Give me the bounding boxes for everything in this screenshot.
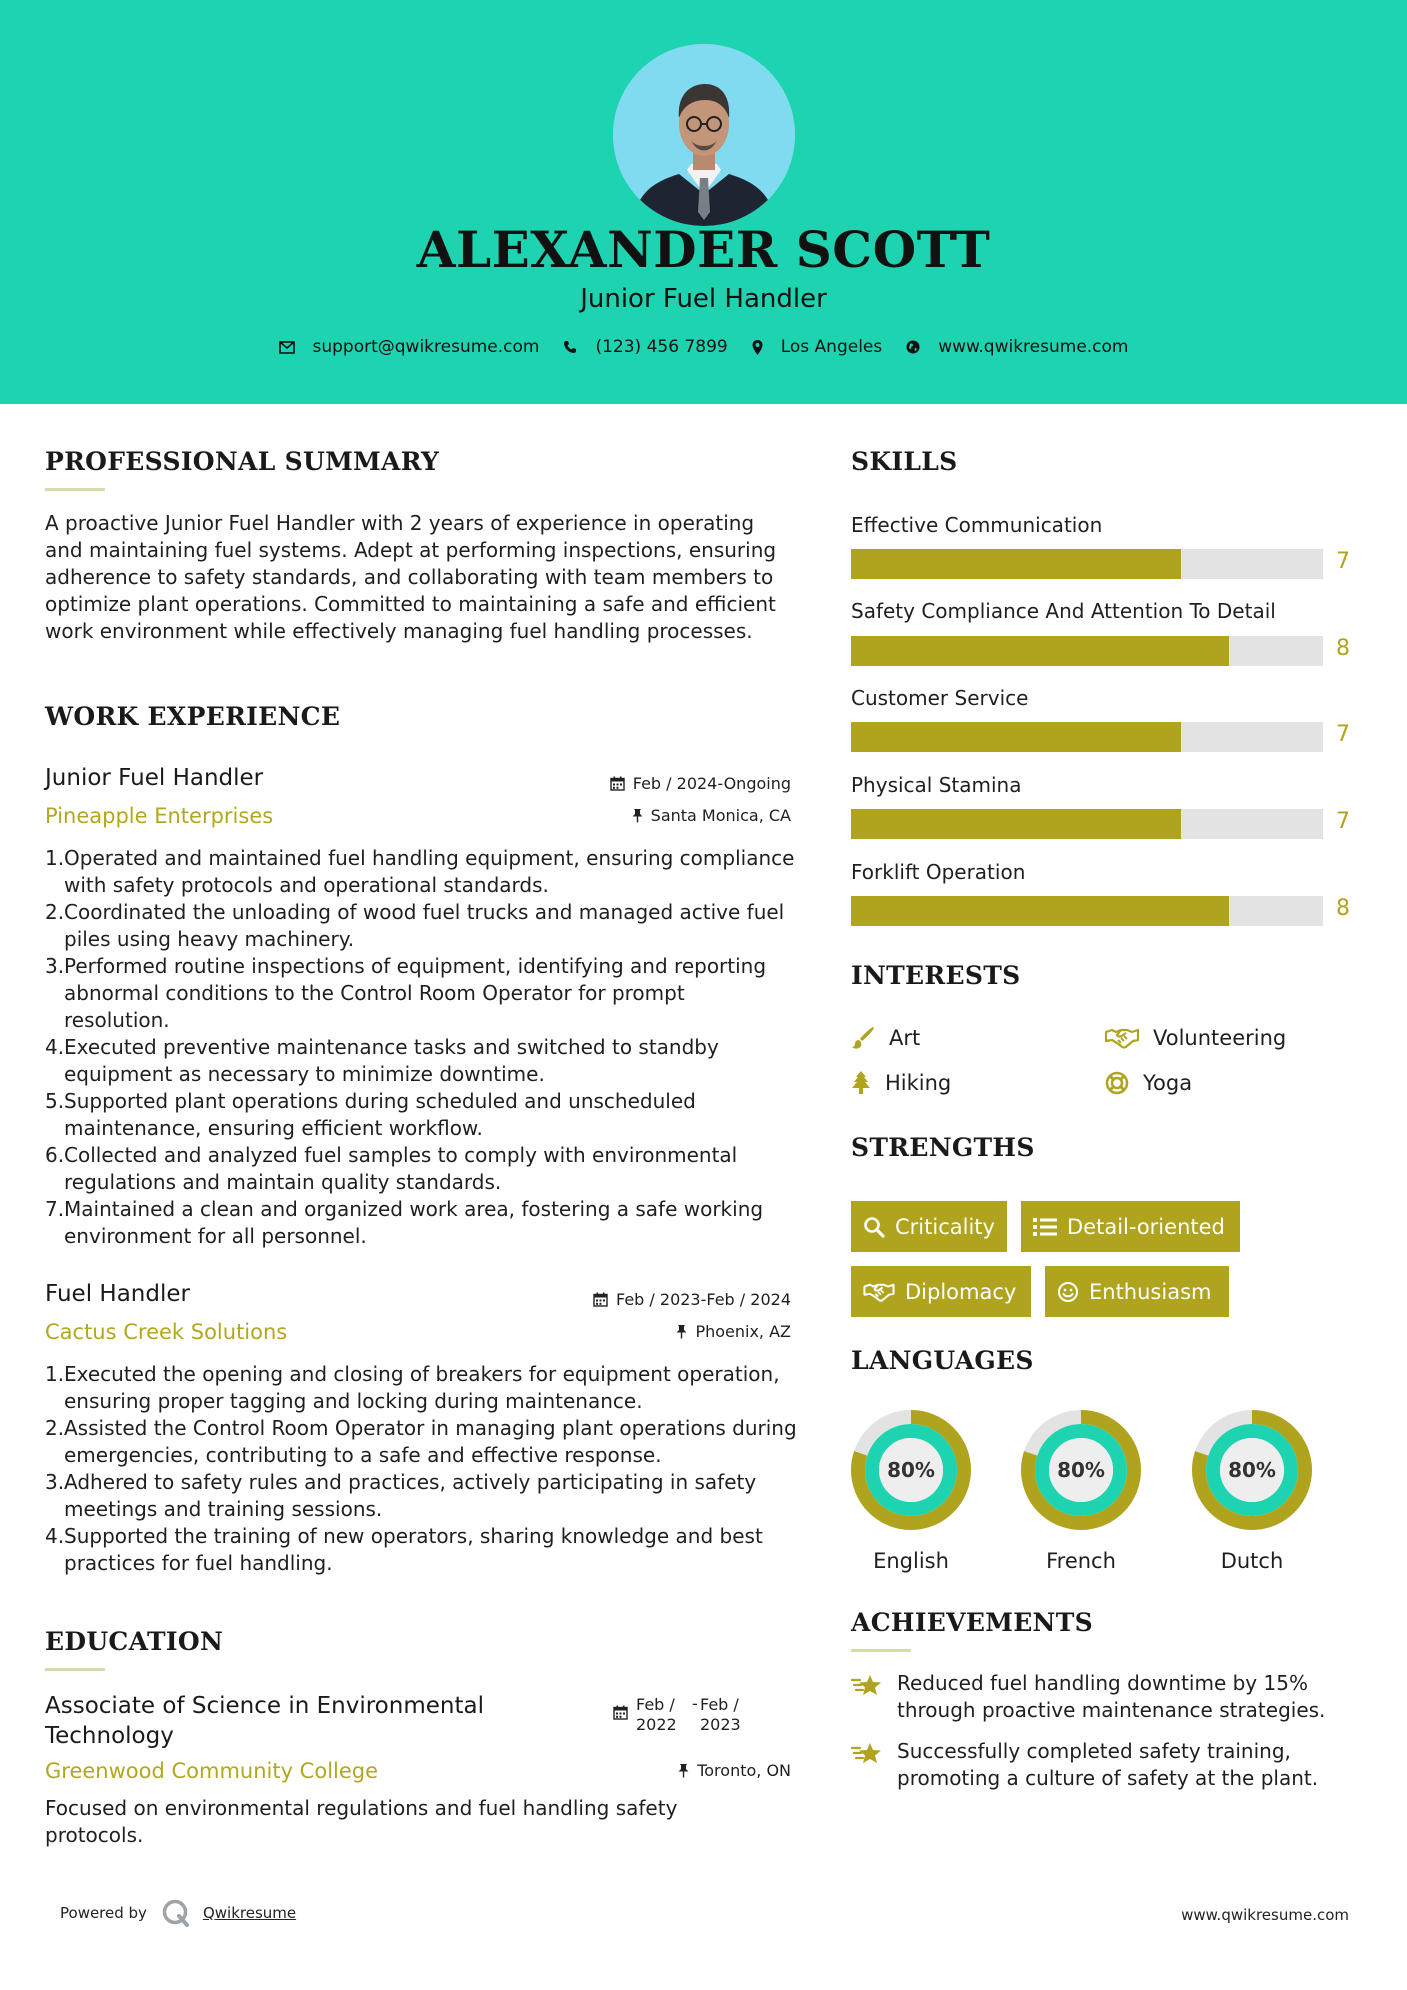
contact-phone[interactable] — [563, 337, 727, 357]
calendar-icon — [610, 776, 625, 791]
interest-label: Volunteering — [1153, 1026, 1287, 1050]
duty-text: Performed routine inspections of equipment, identifying and reporting abnormal conditions to the Control Room Operator for prompt resolution. — [64, 954, 767, 1032]
duty-text: Supported plant operations during scheduled and unscheduled maintenance, ensuring efficient workflow. — [64, 1089, 696, 1140]
skill-value: 8 — [1336, 896, 1350, 921]
pushpin-icon — [676, 1324, 687, 1339]
list-number: 2. — [45, 900, 65, 924]
strength-badge — [851, 1201, 1007, 1252]
pushpin-icon — [678, 1763, 689, 1778]
date-separator: - — [692, 1694, 698, 1713]
achievement-item — [851, 1738, 1371, 1792]
strength-label: Enthusiasm — [1089, 1279, 1212, 1304]
list-number: 6. — [45, 1143, 65, 1167]
list-number: 3. — [45, 1470, 65, 1494]
language-item — [850, 1409, 972, 1573]
contact-location — [752, 337, 883, 357]
education-dates — [613, 1695, 741, 1735]
candidate-title: Junior Fuel Handler — [580, 284, 827, 314]
achievement-item — [851, 1670, 1371, 1724]
experience-heading: WORK EXPERIENCE — [45, 702, 341, 731]
tree-icon — [851, 1071, 871, 1095]
list-number: 1. — [45, 846, 65, 870]
strength-badge — [1045, 1266, 1229, 1317]
list-item — [45, 1361, 800, 1415]
handshake-icon — [1105, 1027, 1139, 1049]
education-end — [692, 1695, 741, 1735]
skill-value: 8 — [1336, 636, 1350, 661]
list-number: 1. — [45, 1362, 65, 1386]
skill-label: Customer Service — [851, 686, 1029, 710]
education-description: Focused on environmental regulations and fuel handling safety protocols. — [45, 1796, 678, 1847]
duty-text: Maintained a clean and organized work area, fostering a safe working environment for all personnel. — [64, 1197, 764, 1248]
duty-text: Executed the opening and closing of breakers for equipment operation, ensuring proper tagging and locking during maintenance. — [64, 1362, 780, 1413]
list-item — [45, 1523, 800, 1577]
summary-divider — [45, 488, 105, 491]
phone-icon — [563, 340, 577, 354]
interest-art — [851, 1026, 920, 1050]
duty-text: Coordinated the unloading of wood fuel trucks and managed active fuel piles using heavy machinery. — [64, 900, 785, 951]
list-item — [45, 845, 795, 899]
job-location — [500, 806, 791, 825]
powered-by-text: Powered by — [60, 1904, 147, 1922]
language-label: Dutch — [1220, 1549, 1284, 1573]
calendar-icon — [613, 1705, 628, 1720]
language-item — [1020, 1409, 1142, 1573]
list-number: 3. — [45, 954, 65, 978]
education-heading: EDUCATION — [45, 1627, 224, 1656]
summary-text: A proactive Junior Fuel Handler with 2 years of experience in operating and maintaining fuel systems. Adept at performing inspections, ensuring adherence to safety standards, and collaborating with team members to optimize plant operations. Committed to maintaining a safe and efficient work environment while effectively managing fuel handling processes. — [45, 511, 777, 643]
skill-bar-fill — [851, 809, 1181, 839]
languages-heading: LANGUAGES — [851, 1346, 1034, 1375]
candidate-name: ALEXANDER SCOTT — [416, 220, 991, 279]
strength-label: Detail-oriented — [1067, 1214, 1225, 1239]
list-item — [45, 1034, 795, 1088]
duty-text: Adhered to safety rules and practices, actively participating in safety meetings and training sessions. — [64, 1470, 757, 1521]
star-trophy-icon — [851, 1672, 885, 1700]
profile-photo — [613, 44, 795, 226]
star-trophy-icon — [851, 1740, 885, 1768]
email-text: support@qwikresume.com — [312, 337, 540, 357]
end-line: 2023 — [700, 1715, 741, 1734]
phone-text: (123) 456 7899 — [595, 337, 728, 357]
interest-hiking — [851, 1071, 951, 1095]
skill-label: Physical Stamina — [851, 773, 1022, 797]
interest-label: Yoga — [1143, 1071, 1193, 1095]
lifering-icon — [1105, 1071, 1129, 1095]
globe-icon — [906, 340, 920, 354]
language-item — [1191, 1409, 1313, 1573]
education-divider — [45, 1668, 105, 1671]
contact-website[interactable] — [906, 337, 1128, 357]
end-line: Feb / — [700, 1695, 739, 1714]
paintbrush-icon — [851, 1026, 875, 1050]
list-number: 4. — [45, 1524, 65, 1548]
duty-text: Operated and maintained fuel handling equipment, ensuring compliance with safety protocols and operational standards. — [64, 846, 795, 897]
job-duties-list — [45, 1361, 800, 1577]
resume-header — [0, 0, 1407, 404]
skill-bar-fill — [851, 896, 1229, 926]
job-dates — [500, 1290, 791, 1309]
website-text: www.qwikresume.com — [938, 337, 1129, 357]
job-location — [500, 1322, 791, 1341]
skill-label: Effective Communication — [851, 513, 1103, 537]
job-dates-text: Feb / 2023-Feb / 2024 — [616, 1290, 791, 1309]
education-start — [636, 1695, 692, 1735]
skill-value: 7 — [1336, 722, 1350, 747]
skill-bar — [851, 896, 1323, 926]
job-title: Fuel Handler — [45, 1281, 190, 1307]
envelope-icon — [279, 341, 295, 354]
list-item — [45, 1142, 795, 1196]
summary-heading: PROFESSIONAL SUMMARY — [45, 447, 440, 476]
footer-powered-by — [60, 1898, 296, 1928]
duty-text: Collected and analyzed fuel samples to comply with environmental regulations and maintain quality standards. — [64, 1143, 738, 1194]
skill-value: 7 — [1336, 809, 1350, 834]
interest-volunteering — [1105, 1026, 1286, 1050]
duty-text: Supported the training of new operators, sharing knowledge and best practices for fuel handling. — [64, 1524, 763, 1575]
contact-bar — [0, 337, 1407, 357]
skill-bar — [851, 549, 1323, 579]
duty-text: Executed preventive maintenance tasks and switched to standby equipment as necessary to minimize downtime. — [64, 1035, 719, 1086]
language-percent: 80% — [887, 1458, 935, 1482]
interest-yoga — [1105, 1071, 1192, 1095]
interests-heading: INTERESTS — [851, 961, 1021, 990]
job-dates-text: Feb / 2024-Ongoing — [632, 774, 791, 793]
footer-website[interactable]: www.qwikresume.com — [1181, 1906, 1349, 1924]
skills-heading: SKILLS — [851, 447, 958, 476]
degree-line: Technology — [45, 1723, 174, 1749]
skill-label: Forklift Operation — [851, 860, 1026, 884]
skill-bar-fill — [851, 722, 1181, 752]
school-name: Greenwood Community College — [45, 1759, 379, 1783]
duty-text: Assisted the Control Room Operator in managing plant operations during emergencies, contributing to a safe and effective response. — [64, 1416, 797, 1467]
language-label: English — [873, 1549, 949, 1573]
smile-icon — [1057, 1281, 1079, 1303]
list-number: 2. — [45, 1416, 65, 1440]
list-item — [45, 1196, 795, 1250]
achievements-divider — [851, 1649, 911, 1652]
job-dates — [500, 774, 791, 793]
start-line: 2022 — [636, 1715, 677, 1734]
education-location — [500, 1761, 791, 1780]
company-name: Cactus Creek Solutions — [45, 1320, 288, 1344]
calendar-icon — [593, 1292, 608, 1307]
handshake-icon — [863, 1282, 895, 1302]
achievements-heading: ACHIEVEMENTS — [851, 1608, 1093, 1637]
skill-bar — [851, 809, 1323, 839]
skill-bar-fill — [851, 636, 1229, 666]
achievement-text: Successfully completed safety training, promoting a culture of safety at the plant. — [897, 1739, 1319, 1790]
list-item — [45, 1415, 800, 1469]
strengths-heading: STRENGTHS — [851, 1133, 1035, 1162]
location-text: Los Angeles — [780, 337, 883, 357]
job-location-text: Phoenix, AZ — [695, 1322, 791, 1341]
achievement-text: Reduced fuel handling downtime by 15% through proactive maintenance strategies. — [897, 1671, 1326, 1722]
interest-label: Art — [889, 1026, 921, 1050]
list-item — [45, 899, 795, 953]
list-item — [45, 953, 795, 1034]
map-marker-icon — [752, 340, 763, 355]
brand-link[interactable]: Qwikresume — [202, 1904, 297, 1922]
list-number: 5. — [45, 1089, 65, 1113]
start-line: Feb / — [636, 1695, 675, 1714]
search-icon — [863, 1216, 885, 1238]
skill-bar — [851, 636, 1323, 666]
skill-value: 7 — [1336, 549, 1350, 574]
list-icon — [1033, 1217, 1057, 1237]
language-label: French — [1046, 1549, 1116, 1573]
strength-label: Diplomacy — [905, 1279, 1017, 1304]
job-title: Junior Fuel Handler — [45, 765, 264, 791]
education-location-text: Toronto, ON — [697, 1761, 791, 1780]
language-percent: 80% — [1057, 1458, 1105, 1482]
strength-badge — [851, 1266, 1031, 1317]
skill-bar — [851, 722, 1323, 752]
skill-label: Safety Compliance And Attention To Detail — [851, 599, 1276, 623]
strength-badge — [1021, 1201, 1240, 1252]
contact-email[interactable] — [279, 337, 540, 357]
list-number: 4. — [45, 1035, 65, 1059]
list-item — [45, 1088, 795, 1142]
list-number: 7. — [45, 1197, 65, 1221]
degree-title — [45, 1691, 484, 1751]
job-duties-list — [45, 845, 795, 1250]
job-location-text: Santa Monica, CA — [650, 806, 791, 825]
interest-label: Hiking — [885, 1071, 952, 1095]
degree-line: Associate of Science in Environmental — [45, 1693, 484, 1719]
qwikresume-logo-icon — [161, 1898, 191, 1928]
pushpin-icon — [632, 808, 643, 823]
person-photo-icon — [613, 44, 795, 226]
list-item — [45, 1469, 800, 1523]
skill-bar-fill — [851, 549, 1181, 579]
strength-label: Criticality — [895, 1214, 995, 1239]
language-percent: 80% — [1228, 1458, 1276, 1482]
company-name: Pineapple Enterprises — [45, 804, 274, 828]
